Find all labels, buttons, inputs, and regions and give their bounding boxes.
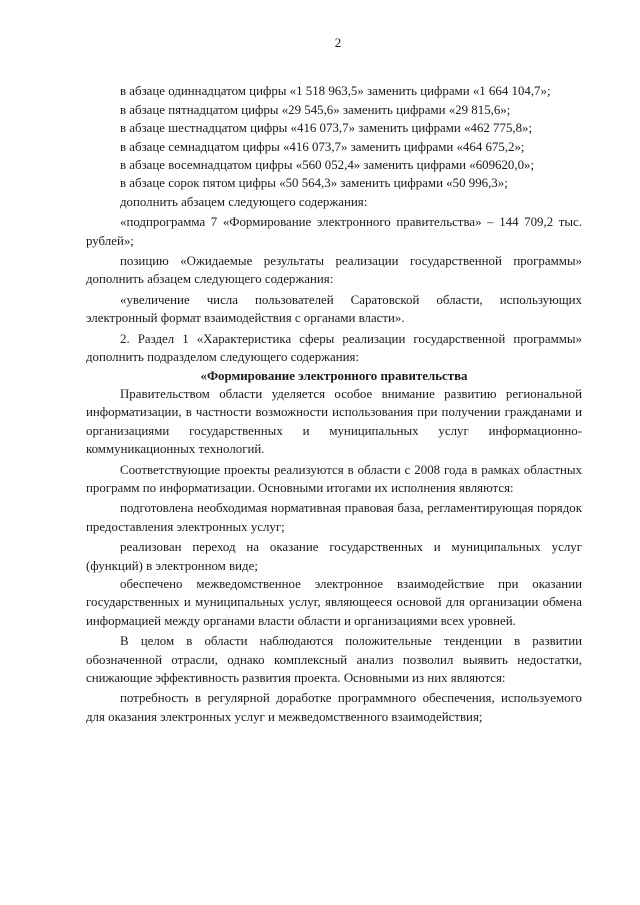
paragraph-2: в абзаце пятнадцатом цифры «29 545,6» заменить цифрами «29 815,6»; — [120, 102, 511, 117]
paragraph-17: обеспечено межведомственное электронное взаимодействие при оказании государственных и муниципальных услуг, являющееся основой для организации обмена информацией между органами власти области и организациями всех уровней. — [86, 576, 582, 628]
paragraph-1: в абзаце одиннадцатом цифры «1 518 963,5» заменить цифрами «1 664 104,7»; — [120, 84, 551, 99]
paragraph-18: В целом в области наблюдаются положительные тенденции в развитии обозначенной отрасли, однако комплексный анализ позволил выявить недостатки, снижающие эффективность развития проекта. Основными из них являются: — [86, 634, 582, 685]
paragraph-14: Соответствующие проекты реализуются в области с 2008 года в рамках областных программ по информатизации. Основными итогами их исполнения являются: — [86, 462, 582, 495]
paragraph-15: подготовлена необходимая нормативная правовая база, регламентирующая порядок предоставления электронных услуг; — [86, 501, 582, 534]
paragraph-4: в абзаце семнадцатом цифры «416 073,7» заменить цифрами «464 675,2»; — [120, 139, 525, 154]
paragraph-13: Правительством области уделяется особое внимание развитию региональной информатизации, в частности возможности использования при получении гражданами и организациями государственных и муниципальных услуг информационно-коммуникационных технологий. — [86, 386, 582, 457]
page-number: 2 — [334, 35, 342, 50]
paragraph-11: 2. Раздел 1 «Характеристика сферы реализации государственной программы» дополнить подразделом следующего содержания: — [86, 331, 582, 365]
paragraph-3: в абзаце шестнадцатом цифры «416 073,7» заменить цифрами «462 775,8»; — [120, 121, 533, 136]
paragraph-16: реализован переход на оказание государственных и муниципальных услуг (функций) в электронном виде; — [86, 540, 582, 573]
paragraph-5: в абзаце восемнадцатом цифры «560 052,4» заменить цифрами «609620,0»; — [120, 158, 535, 173]
paragraph-9: позицию «Ожидаемые результаты реализации государственной программы» дополнить абзацем следующего содержания: — [86, 254, 582, 287]
paragraph-10: «увеличение числа пользователей Саратовской области, использующих электронный формат взаимодействия с органами власти». — [86, 292, 582, 326]
paragraph-7: дополнить абзацем следующего содержания: — [120, 194, 368, 209]
paragraph-8: «подпрограмма 7 «Формирование электронного правительства» – 144 709,2 тыс. рублей»; — [86, 215, 582, 248]
paragraph-19: потребность в регулярной доработке программного обеспечения, используемого для оказания электронных услуг и межведомственного взаимодействия; — [86, 691, 582, 724]
subsection-heading: «Формирование электронного правительства — [200, 368, 468, 383]
paragraph-6: в абзаце сорок пятом цифры «50 564,3» заменить цифрами «50 996,3»; — [120, 176, 508, 191]
